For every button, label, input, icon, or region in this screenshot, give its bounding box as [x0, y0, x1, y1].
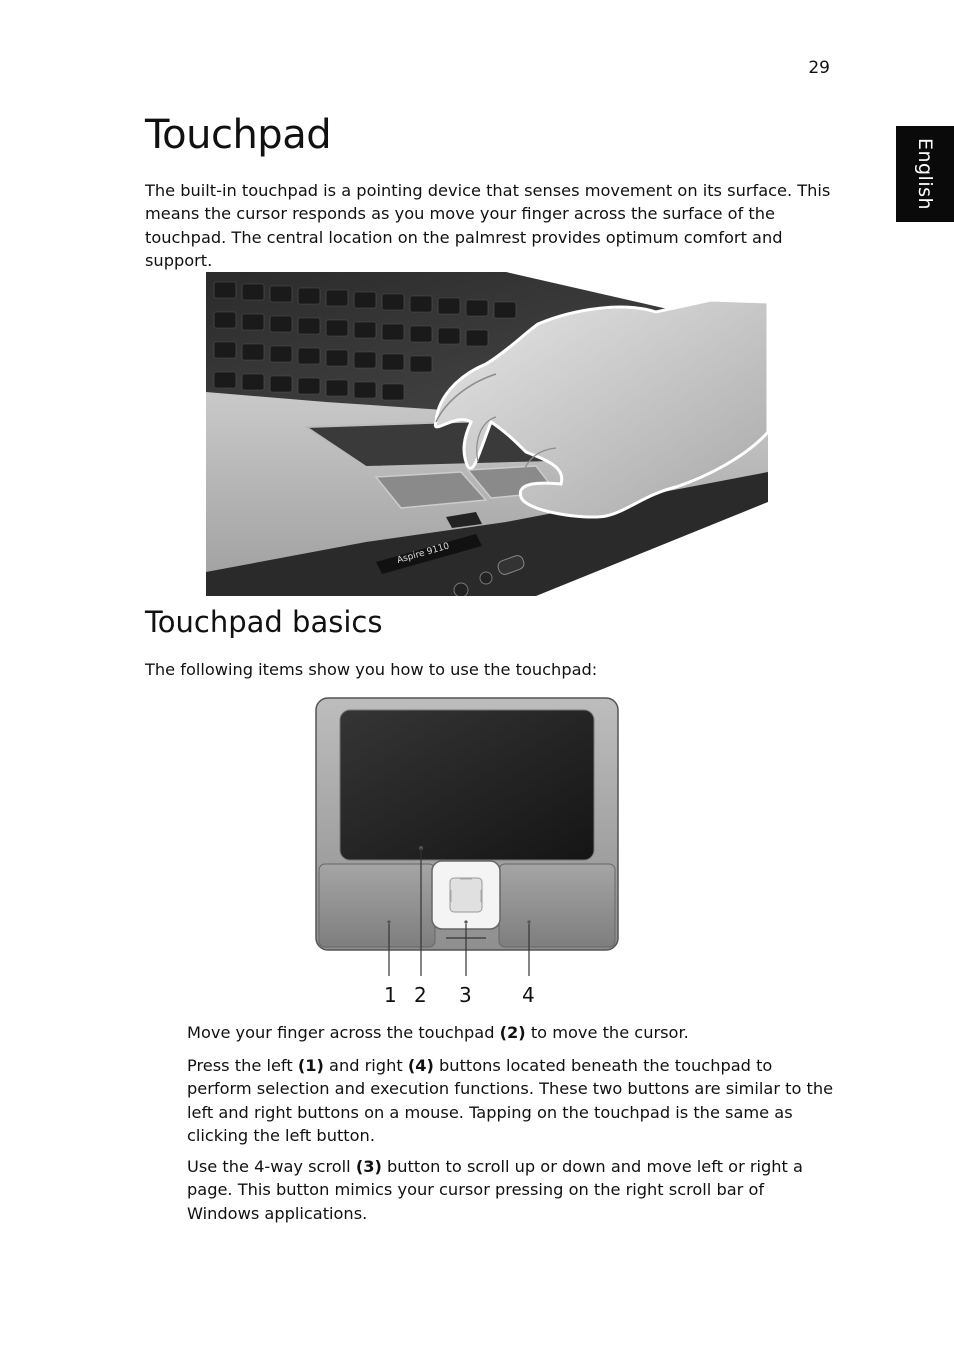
page-number: 29	[808, 58, 830, 78]
model-label: Aspire 9110	[396, 541, 451, 566]
section-heading: Touchpad basics	[145, 605, 383, 639]
language-tab	[896, 126, 954, 222]
section-lead: The following items show you how to use the touchpad:	[145, 660, 598, 679]
callout-1: 1	[384, 983, 397, 1007]
paragraph-move: Move your finger across the touchpad (2) to move the cursor.	[187, 1023, 689, 1042]
callout-4: 4	[522, 983, 535, 1007]
language-tab-label: English	[914, 137, 936, 211]
callout-2: 2	[414, 983, 427, 1007]
callout-3: 3	[459, 983, 472, 1007]
page-title: Touchpad	[145, 112, 332, 158]
laptop-touchpad-photo	[206, 272, 768, 596]
intro-paragraph: The built-in touchpad is a pointing device that senses movement on its surface. This means the cursor responds as you move your finger across the surface of the touchpad. The central location on the palmrest provides optimum comfort and support.	[145, 181, 831, 270]
paragraph-scroll: Use the 4-way scroll (3) button to scroll up or down and move left or right a page. This button mimics your cursor pressing on the right scroll bar of Windows applications.	[187, 1157, 803, 1223]
paragraph-buttons: Press the left (1) and right (4) buttons located beneath the touchpad to perform selection and execution functions. These two buttons are similar to the left and right buttons on a mouse. Tapping on the touchpad is the same as clicking the left button.	[187, 1056, 834, 1145]
touchpad-diagram	[310, 692, 630, 1012]
